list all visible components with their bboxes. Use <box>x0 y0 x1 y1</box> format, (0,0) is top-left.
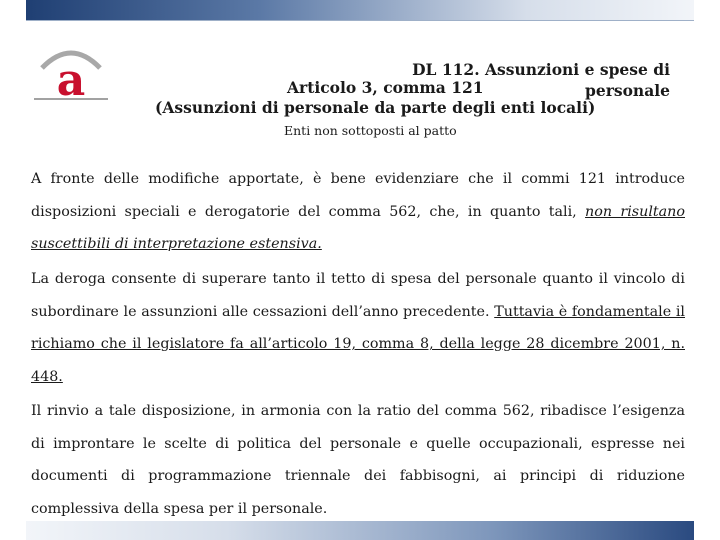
paragraph-1 <box>31 163 685 261</box>
paragraph-3 <box>31 395 685 525</box>
title-line-2-right: personale <box>585 81 670 100</box>
paragraph-3-text: Il rinvio a tale disposizione, in armonia con la ratio del comma 562, ribadisce l’esigenza di improntare le scelte di politica del personale e quelle occupazionali, espresse nei documenti di programmazione triennale dei fabbisogni, ai principi di riduzione complessiva della spesa per il personale. <box>31 403 685 517</box>
title-line-3: (Assunzioni di personale da parte degli enti locali) <box>155 98 596 117</box>
subtitle: Enti non sottoposti al patto <box>284 123 457 138</box>
bottom-decorative-band <box>26 521 694 540</box>
paragraph-2-emphasis: Tuttavia è fondamentale il richiamo che il legislatore fa all’articolo 19, comma 8, della legge 28 dicembre 2001, n. 448. <box>31 303 685 385</box>
logo-letter: a <box>56 55 86 102</box>
title-line-1: DL 112. Assunzioni e spese di <box>412 60 670 79</box>
title-line-2: Articolo 3, comma 121 <box>287 78 484 97</box>
paragraph-2 <box>31 263 685 393</box>
paragraph-1-text: A fronte delle modifiche apportate, è bene evidenziare che il commi 121 introduce disposizioni speciali e derogatorie del comma 562, che, in quanto tali, <box>31 171 685 220</box>
logo <box>34 42 108 102</box>
paragraph-1-emphasis: non risultano suscettibili di interpretazione estensiva. <box>31 203 685 252</box>
paragraph-2-text: La deroga consente di superare tanto il tetto di spesa del personale quanto il vincolo di subordinare le assunzioni alle cessazioni dell’anno precedente. <box>31 271 685 320</box>
top-decorative-band <box>26 0 694 21</box>
